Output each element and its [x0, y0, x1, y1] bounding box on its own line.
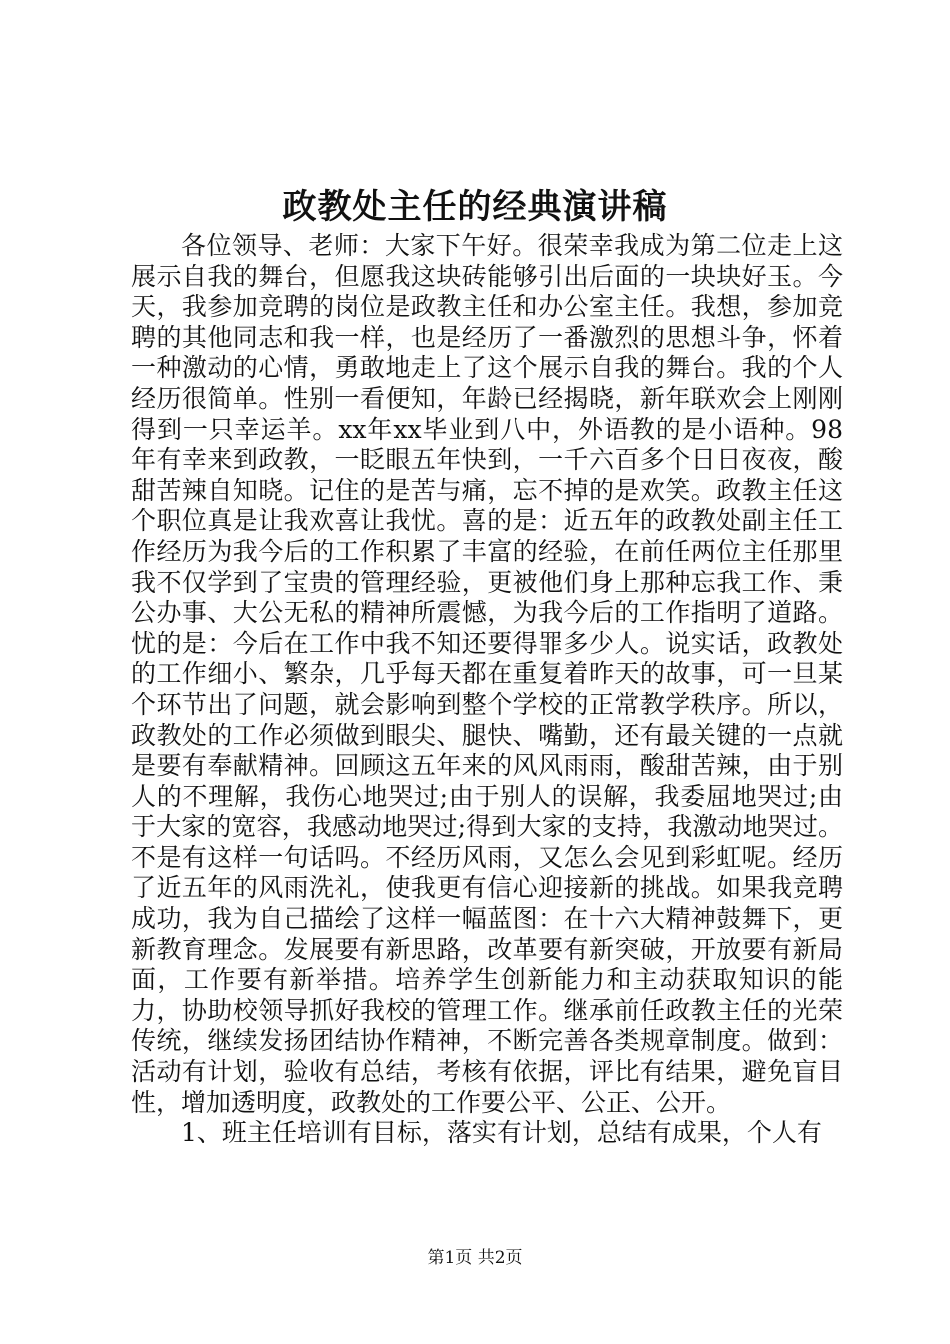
paragraph-intro: 各位领导、老师：大家下午好。很荣幸我成为第二位走上这展示自我的舞台，但愿我这块砖能够引出后面的一块块好玉。今天，我参加竞聘的岗位是政教主任和办公室主任。我想，参加竞聘的其他同志和我一样，也是经历了一番激烈的思想斗争，怀着一种激动的心情，勇敢地走上了这个展示自我的舞台。我的个人经历很简单。性别一看便知，年龄已经揭晓，新年联欢会上刚刚得到一只幸运羊。xx年xx毕业到八中，外语教的是小语种。98年有幸来到政教，一眨眼五年快到，一千六百多个日日夜夜，酸甜苦辣自知晓。记住的是苦与痛，忘不掉的是欢笑。政教主任这个职位真是让我欢喜让我忧。喜的是：近五年的政教处副主任工作经历为我今后的工作积累了丰富的经验，在前任两位主任那里我不仅学到了宝贵的管理经验，更被他们身上那种忘我工作、秉公办事、大公无私的精神所震憾，为我今后的工作指明了道路。忧的是：今后在工作中我不知还要得罪多少人。说实话，政教处的工作细小、繁杂，几乎每天都在重复着昨天的故事，可一旦某个环节出了问题，就会影响到整个学校的正常教学秩序。所以，政教处的工作必须做到眼尖、腿快、嘴勤，还有最关键的一点就是要有奉献精神。回顾这五年来的风风雨雨，酸甜苦辣，由于别人的不理解，我伤心地哭过;由于别人的误解，我委屈地哭过;由于大家的宽容，我感动地哭过;得到大家的支持，我激动地哭过。不是有这样一句话吗。不经历风雨，又怎么会见到彩虹呢。经历了近五年的风雨洗礼，使我更有信心迎接新的挑战。如果我竞聘成功，我为自己描绘了这样一幅蓝图：在十六大精神鼓舞下，更新教育理念。发展要有新思路，改革要有新突破，开放要有新局面，工作要有新举措。培养学生创新能力和主动获取知识的能力，协助校领导抓好我校的管理工作。继承前任政教主任的光荣传统，继续发扬团结协作精神，不断完善各类规章制度。做到：活动有计划，验收有总结，考核有依据，评比有结果，避免盲目性，增加透明度，政教处的工作要公平、公正、公开。: [131, 231, 843, 1117]
paragraph-item-1: 1、班主任培训有目标，落实有计划，总结有成果，个人有: [181, 1118, 822, 1148]
document-body: [131, 231, 843, 1149]
page-number-footer: 第1页 共2页: [427, 1248, 523, 1268]
document-title: 政教处主任的经典演讲稿: [282, 187, 668, 227]
